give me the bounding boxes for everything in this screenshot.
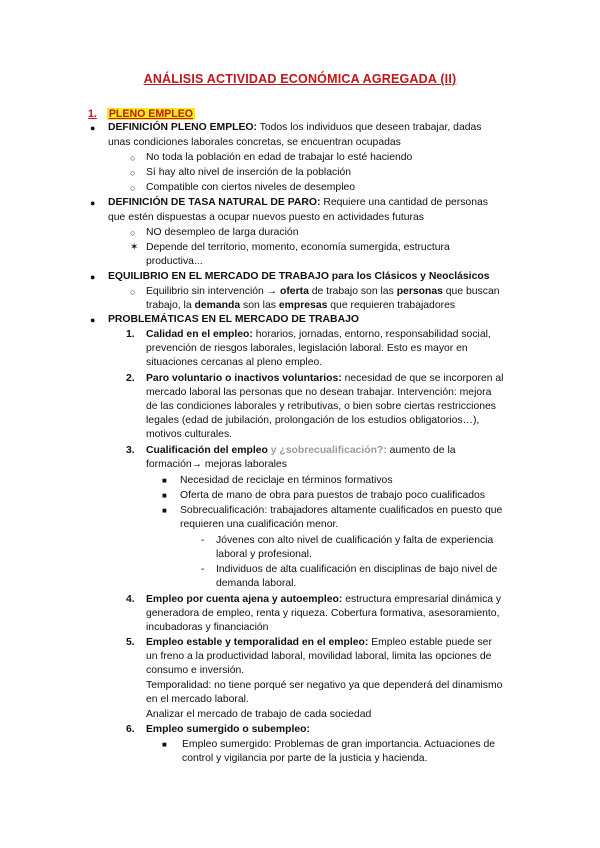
problem-text: Empleo estable puede ser <box>368 637 492 648</box>
text-line: productiva... <box>146 256 203 267</box>
list-item: Sobrecualificación: trabajadores altamente cualificados en puesto que <box>180 505 503 516</box>
problem-label: Empleo por cuenta ajena y autoempleo: <box>146 594 343 605</box>
text-line: situaciones cercanas al pleno empleo. <box>146 357 323 368</box>
text-line <box>146 299 455 313</box>
text-line: laboral y profesional. <box>216 549 312 560</box>
list-item: Compatible con ciertos niveles de desempleo <box>146 182 356 193</box>
text-line: demanda laboral. <box>216 578 297 589</box>
text-line: incubadoras y financiación <box>146 622 269 633</box>
list-number: 3. <box>126 445 135 456</box>
section-label: PLENO EMPLEO <box>108 108 194 120</box>
problem-label: Paro voluntario o inactivos voluntarios: <box>146 373 342 384</box>
bullet-circle-icon: ○ <box>130 153 136 163</box>
text-line: consumo e inversión. <box>146 665 245 676</box>
section-heading <box>88 108 195 120</box>
problem-autoempleo <box>146 593 501 607</box>
problem-cualificacion <box>146 444 456 458</box>
text-line: un freno a la productividad laboral, movilidad laboral, limita las opciones de <box>146 651 492 662</box>
list-item: No toda la población en edad de trabajar lo esté haciendo <box>146 152 413 163</box>
list-item: Depende del territorio, momento, economía sumergida, estructura <box>146 242 450 253</box>
problem-label: Cualificación del empleo <box>146 445 268 456</box>
definition-text: Requiere una cantidad de personas <box>320 197 488 208</box>
list-number: 6. <box>126 724 135 735</box>
list-item: Individuos de alta cualificación en disciplinas de bajo nivel de <box>216 564 498 575</box>
problem-calidad <box>146 328 491 342</box>
list-item: Empleo sumergido: Problemas de gran importancia. Actuaciones de <box>182 739 496 750</box>
list-number: 1. <box>126 329 135 340</box>
bullet-circle-icon: ○ <box>130 287 136 297</box>
definition-pleno-empleo <box>108 121 481 135</box>
text-span-bold: oferta <box>280 286 309 297</box>
bullet-disc-icon: ● <box>90 272 96 282</box>
text-line: unas condiciones laborales concretas, se encuentran ocupadas <box>108 137 401 148</box>
problem-text: necesidad de que se incorporen al <box>341 373 504 384</box>
list-item: Jóvenes con alto nivel de cualificación y falta de experiencia <box>216 535 494 546</box>
text-line: motivos culturales. <box>146 429 233 440</box>
list-number: 5. <box>126 637 135 648</box>
text-span-bold: demanda <box>194 300 241 311</box>
bullet-circle-icon: ○ <box>130 228 136 238</box>
text-line: prevención de riesgos laborales, legislación laboral. Esto es mayor en <box>146 343 468 354</box>
text-line: en el mercado laboral. <box>146 694 249 705</box>
text-line: legales (edad de jubilación, prolongación de los estudios obligatorios…), <box>146 415 480 426</box>
text-span-bold: personas <box>396 286 443 297</box>
text-line: de las condiciones laborales y retributivas, o bien sobre ciertas restricciones <box>146 401 496 412</box>
text-line: Temporalidad: no tiene porqué ser negativo ya que dependerá del dinamismo <box>146 680 503 691</box>
text-span: Equilibrio sin intervención → <box>146 286 280 297</box>
text-line: requieren una cualificación menor. <box>180 519 339 530</box>
text-line: Analizar el mercado de trabajo de cada sociedad <box>146 709 372 720</box>
text-span: que requieren trabajadores <box>327 300 456 311</box>
list-item: Sí hay alto nivel de inserción de la población <box>146 167 352 178</box>
list-item: Necesidad de reciclaje en términos formativos <box>180 475 393 486</box>
bullet-circle-icon: ○ <box>130 183 136 193</box>
bullet-star-icon: ✶ <box>130 242 139 253</box>
problem-paro-voluntario <box>146 372 503 386</box>
text-span: trabajo, la <box>146 300 195 311</box>
bullet-disc-icon: ● <box>90 123 96 133</box>
bullet-square-icon: ■ <box>162 491 167 500</box>
bullet-square-icon: ■ <box>162 476 167 485</box>
bullet-circle-icon: ○ <box>130 168 136 178</box>
bullet-disc-icon: ● <box>90 315 96 325</box>
page-title: ANÁLISIS ACTIVIDAD ECONÓMICA AGREGADA (II) <box>143 72 457 86</box>
list-item: NO desempleo de larga duración <box>146 227 299 238</box>
bullet-disc-icon: ● <box>90 198 96 208</box>
list-item <box>146 285 500 299</box>
bullet-square-icon: ■ <box>162 506 167 515</box>
problem-temporalidad <box>146 636 492 650</box>
problem-label: Calidad en el empleo: <box>146 329 253 340</box>
text-span-bold: empresas <box>278 300 328 311</box>
list-item: Oferta de mano de obra para puestos de trabajo poco cualificados <box>180 490 485 501</box>
definition-text: Todos los individuos que deseen trabajar, dadas <box>256 122 482 133</box>
bullet-dash-icon: - <box>201 535 205 546</box>
bullet-dash-icon: - <box>201 564 205 575</box>
text-span: de trabajo son las <box>308 286 397 297</box>
problem-text: horarios, jornadas, entorno, responsabilidad social, <box>252 329 491 340</box>
text-span: que buscan <box>442 286 500 297</box>
bullet-square-icon: ■ <box>162 740 167 749</box>
text-line: mercado laboral las personas que no desean trabajar. Intervención: mejora <box>146 387 492 398</box>
list-number: 4. <box>126 594 135 605</box>
text-line: formación→ mejoras laborales <box>146 459 287 470</box>
problematicas-heading: PROBLEMÁTICAS EN EL MERCADO DE TRABAJO <box>108 314 359 325</box>
problem-label-grey: y ¿sobrecualificación?: <box>267 445 387 456</box>
problem-label: Empleo estable y temporalidad en el empleo: <box>146 637 369 648</box>
list-number: 2. <box>126 373 135 384</box>
definition-tasa-natural <box>108 196 488 210</box>
text-line: control y vigilancia por parte de la justicia y hacienda. <box>182 753 428 764</box>
problem-text: aumento de la <box>386 445 456 456</box>
problem-text: estructura empresarial dinámica y <box>342 594 502 605</box>
text-line: generadora de empleo, renta y riqueza. Cobertura formativa, asesoramiento, <box>146 608 500 619</box>
text-line: que estén dispuestas a ocupar nuevos puesto en actividades futuras <box>108 212 424 223</box>
definition-label: DEFINICIÓN DE TASA NATURAL DE PARO: <box>108 197 321 208</box>
text-span: son las <box>240 300 279 311</box>
section-number: 1. <box>88 108 97 120</box>
definition-label: DEFINICIÓN PLENO EMPLEO: <box>108 122 257 133</box>
equilibrio-heading: EQUILIBRIO EN EL MERCADO DE TRABAJO para los Clásicos y Neoclásicos <box>108 271 490 282</box>
problem-sumergido: Empleo sumergido o subempleo: <box>146 724 310 735</box>
